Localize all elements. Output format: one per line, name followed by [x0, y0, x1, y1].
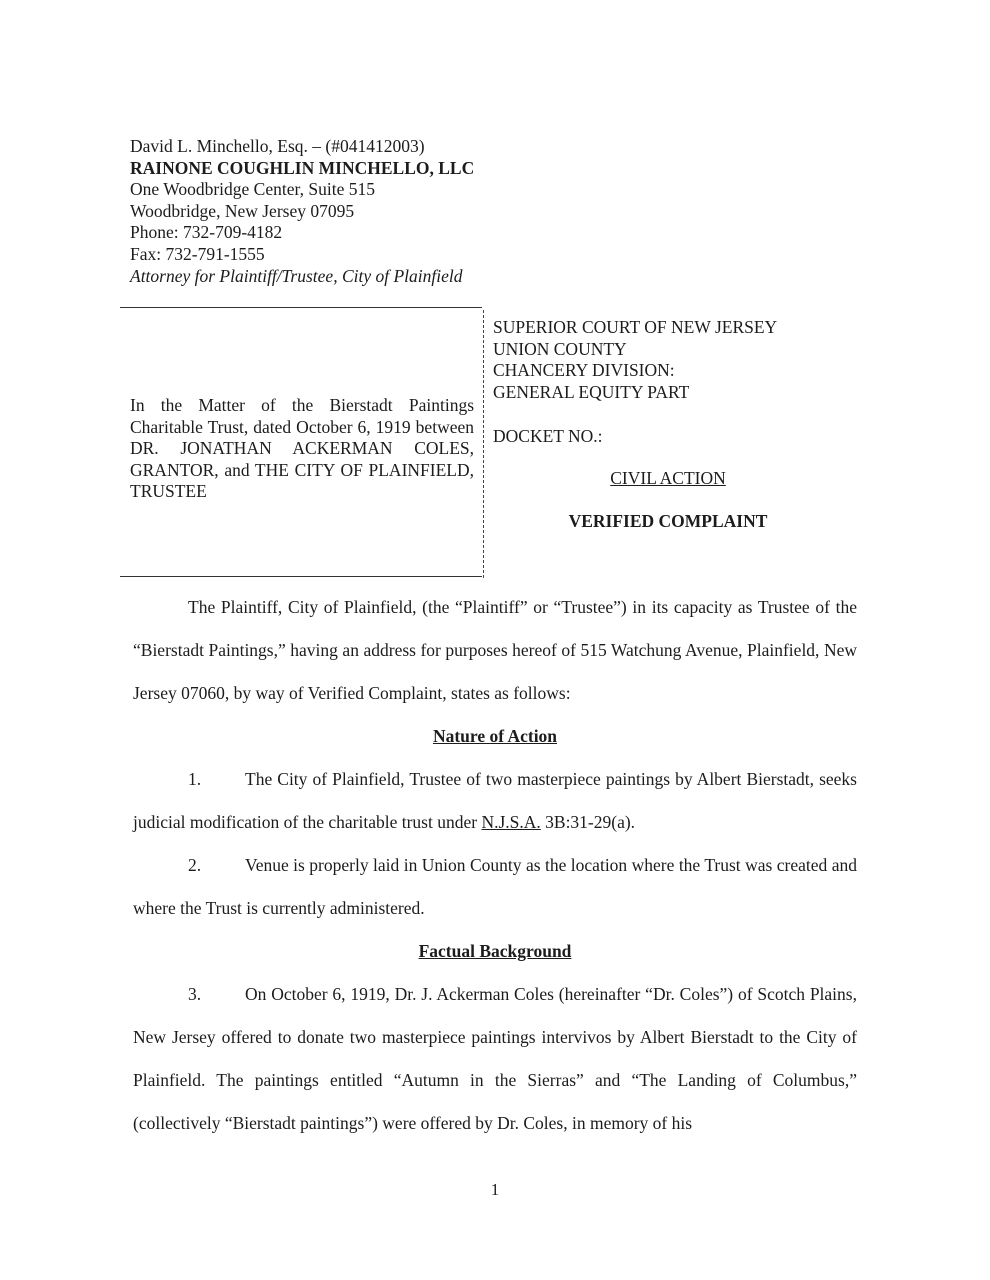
section-heading-factual-background: Factual Background [418, 941, 572, 961]
page-number: 1 [490, 1180, 500, 1199]
firm-address-line-1: One Woodbridge Center, Suite 515 [130, 179, 375, 200]
statute-citation: N.J.S.A. [481, 812, 541, 832]
paragraph-2-text: Venue is properly laid in Union County as the location where the Trust was created and where the Trust is currently administered. [133, 855, 857, 918]
paragraph-1-text-b: 3B:31-29(a). [540, 812, 636, 832]
complaint-body [133, 586, 857, 1145]
civil-action-label: CIVIL ACTION [610, 468, 726, 488]
attorney-name: David L. Minchello, Esq. – (#041412003) [130, 136, 425, 156]
matter-caption: In the Matter of the Bierstadt Paintings Charitable Trust, dated October 6, 1919 between DR. JONATHAN ACKERMAN COLES, GRANTOR, and THE CITY OF PLAINFIELD, TRUSTEE [130, 395, 474, 502]
caption-bottom-rule [120, 576, 482, 577]
paragraph-number: 1. [188, 769, 202, 789]
attorney-info-block [130, 136, 474, 287]
firm-address-line-2: Woodbridge, New Jersey 07095 [130, 200, 355, 221]
court-name-block [493, 317, 777, 403]
document-title: VERIFIED COMPLAINT [568, 511, 768, 531]
firm-name: RAINONE COUGHLIN MINCHELLO, LLC [130, 157, 475, 178]
paragraph-1 [133, 758, 857, 844]
court-line-1: SUPERIOR COURT OF NEW JERSEY [493, 317, 778, 337]
paragraph-number: 2. [188, 855, 202, 875]
firm-phone: Phone: 732-709-4182 [130, 222, 283, 243]
caption-top-rule [120, 307, 482, 308]
intro-paragraph: The Plaintiff, City of Plainfield, (the “Plaintiff” or “Trustee”) in its capacity as Trustee of the “Bierstadt Paintings,” having an address for purposes hereof of 515 Watchung Avenue, Plainfield, New Jersey 07060, by way of Verified Complaint, states as follows: [133, 597, 857, 703]
attorney-for-line: Attorney for Plaintiff/Trustee, City of Plainfield [130, 265, 463, 286]
paragraph-3 [133, 973, 857, 1145]
docket-number: DOCKET NO.: [493, 426, 603, 446]
court-line-2: UNION COUNTY [493, 338, 627, 359]
section-heading-nature-of-action: Nature of Action [432, 726, 558, 746]
caption-divider [483, 310, 484, 578]
court-line-3: CHANCERY DIVISION: [493, 360, 675, 381]
paragraph-3-text: On October 6, 1919, Dr. J. Ackerman Coles (hereinafter “Dr. Coles”) of Scotch Plains, New Jersey offered to donate two masterpiece paintings intervivos by Albert Bierstadt to the City of Plainfield. The paintings entitled “Autumn in the Sierras” and “The Landing of Columbus,” (collectively “Bierstadt paintings”) were offered by Dr. Coles, in memory of his [133, 984, 857, 1133]
court-line-4: GENERAL EQUITY PART [493, 381, 690, 402]
paragraph-1-text-a: The City of Plainfield, Trustee of two masterpiece paintings by Albert Bierstadt, seeks judicial modification of the charitable trust under [133, 769, 857, 832]
paragraph-2 [133, 844, 857, 930]
paragraph-number: 3. [188, 984, 202, 1004]
firm-fax: Fax: 732-791-1555 [130, 243, 265, 264]
